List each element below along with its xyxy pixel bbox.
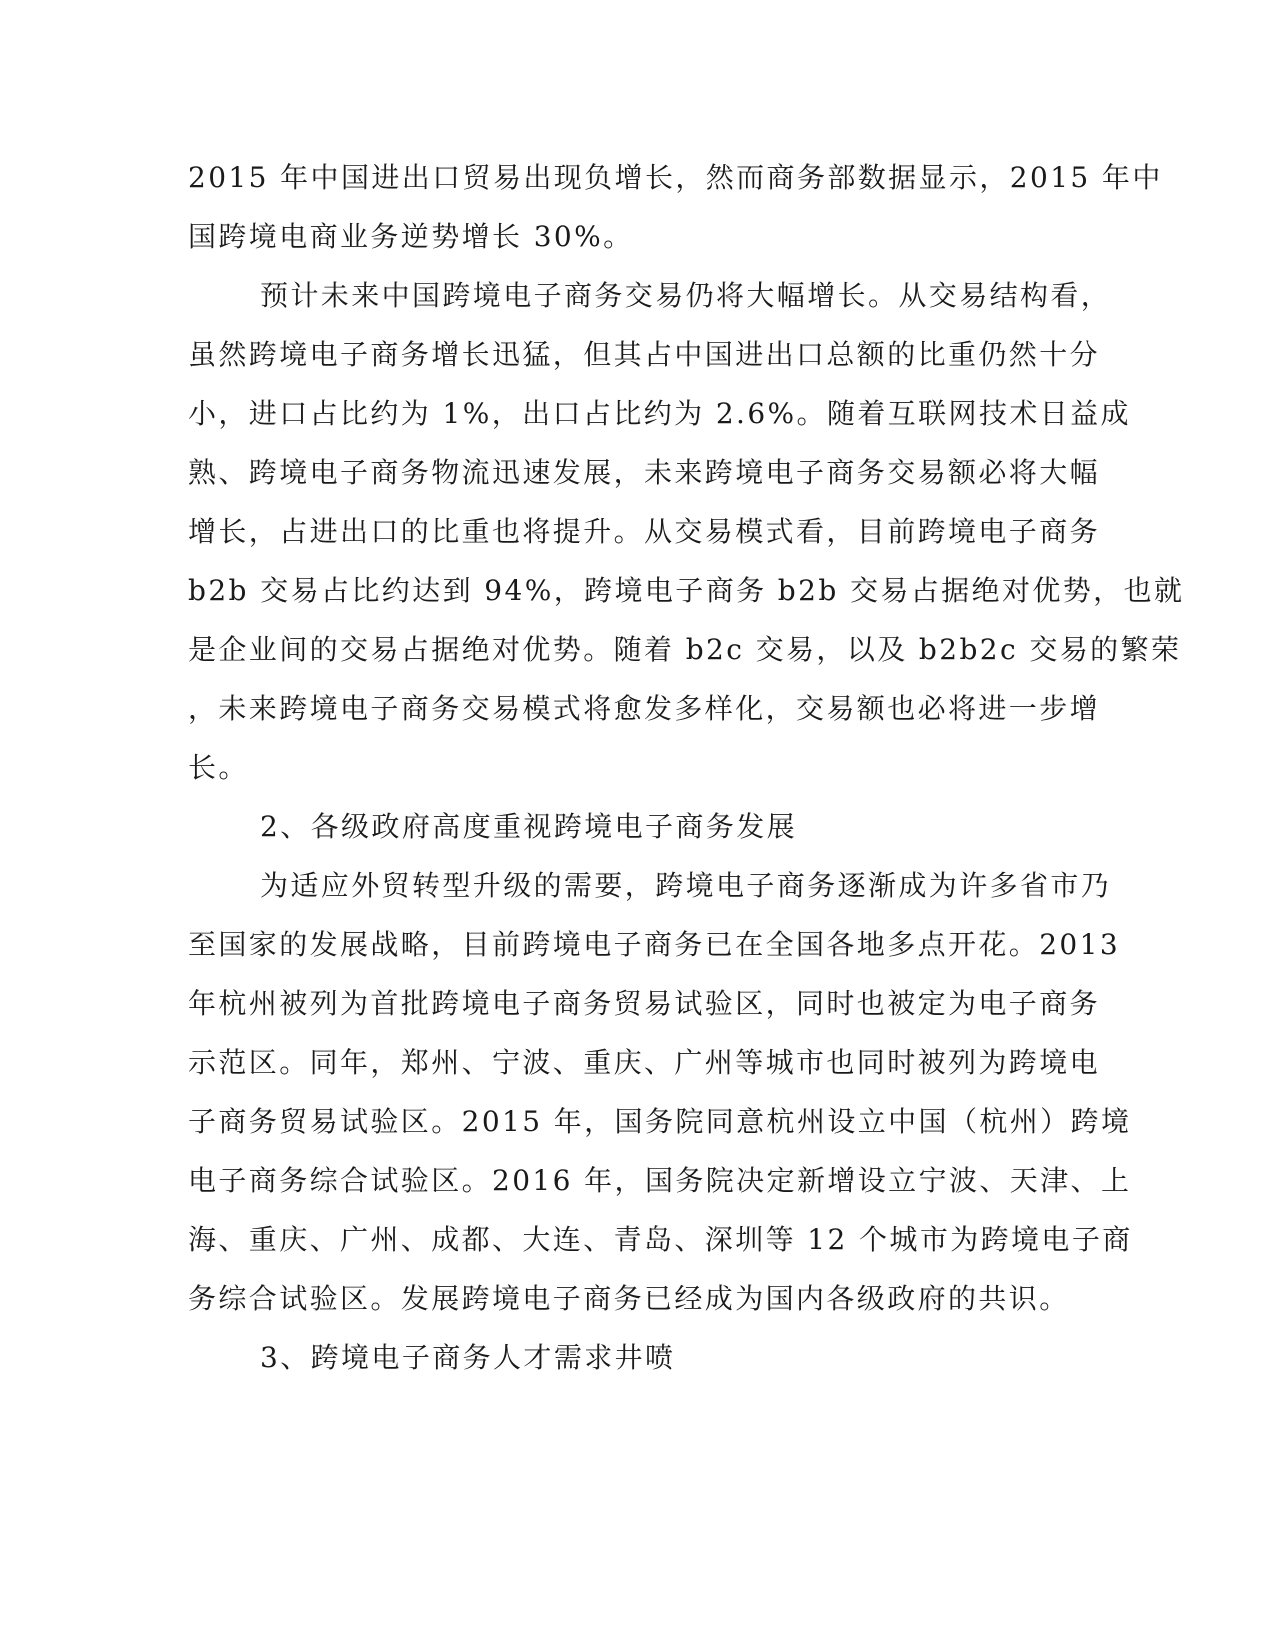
text-line: 是企业间的交易占据绝对优势。随着 b2c 交易，以及 b2b2c 交易的繁荣 (188, 633, 1182, 666)
text-line: 年杭州被列为首批跨境电子商务贸易试验区，同时也被定为电子商务 (188, 987, 1101, 1020)
text-line: 务综合试验区。发展跨境电子商务已经成为国内各级政府的共识。 (188, 1282, 1070, 1315)
text-line: ，未来跨境电子商务交易模式将愈发多样化，交易额也必将进一步增 (188, 692, 1101, 725)
text-line: b2b 交易占比约达到 94%，跨境电子商务 b2b 交易占据绝对优势，也就 (188, 574, 1185, 607)
paragraph-start-line: 预计未来中国跨境电子商务交易仍将大幅增长。从交易结构看， (260, 279, 1112, 312)
text-line: 海、重庆、广州、成都、大连、青岛、深圳等 12 个城市为跨境电子商 (188, 1223, 1133, 1256)
text-line: 2015 年中国进出口贸易出现负增长，然而商务部数据显示，2015 年中 (188, 161, 1163, 194)
section-heading-3: 3、跨境电子商务人才需求井喷 (260, 1341, 676, 1374)
text-line: 电子商务综合试验区。2016 年，国务院决定新增设立宁波、天津、上 (188, 1164, 1132, 1197)
text-line: 小，进口占比约为 1%，出口占比约为 2.6%。随着互联网技术日益成 (188, 397, 1131, 430)
paragraph-start-line: 为适应外贸转型升级的需要，跨境电子商务逐渐成为许多省市乃 (260, 869, 1112, 902)
section-heading-2: 2、各级政府高度重视跨境电子商务发展 (260, 810, 798, 843)
text-line: 增长，占进出口的比重也将提升。从交易模式看，目前跨境电子商务 (188, 515, 1101, 548)
text-line: 至国家的发展战略，目前跨境电子商务已在全国各地多点开花。2013 (188, 928, 1121, 961)
text-line: 子商务贸易试验区。2015 年，国务院同意杭州设立中国（杭州）跨境 (188, 1105, 1132, 1138)
text-line: 长。 (188, 751, 249, 784)
text-line: 虽然跨境电子商务增长迅猛，但其占中国进出口总额的比重仍然十分 (188, 338, 1101, 371)
text-line: 国跨境电商业务逆势增长 30%。 (188, 220, 634, 253)
text-line: 熟、跨境电子商务物流迅速发展，未来跨境电子商务交易额必将大幅 (188, 456, 1101, 489)
text-line: 示范区。同年，郑州、宁波、重庆、广州等城市也同时被列为跨境电 (188, 1046, 1101, 1079)
